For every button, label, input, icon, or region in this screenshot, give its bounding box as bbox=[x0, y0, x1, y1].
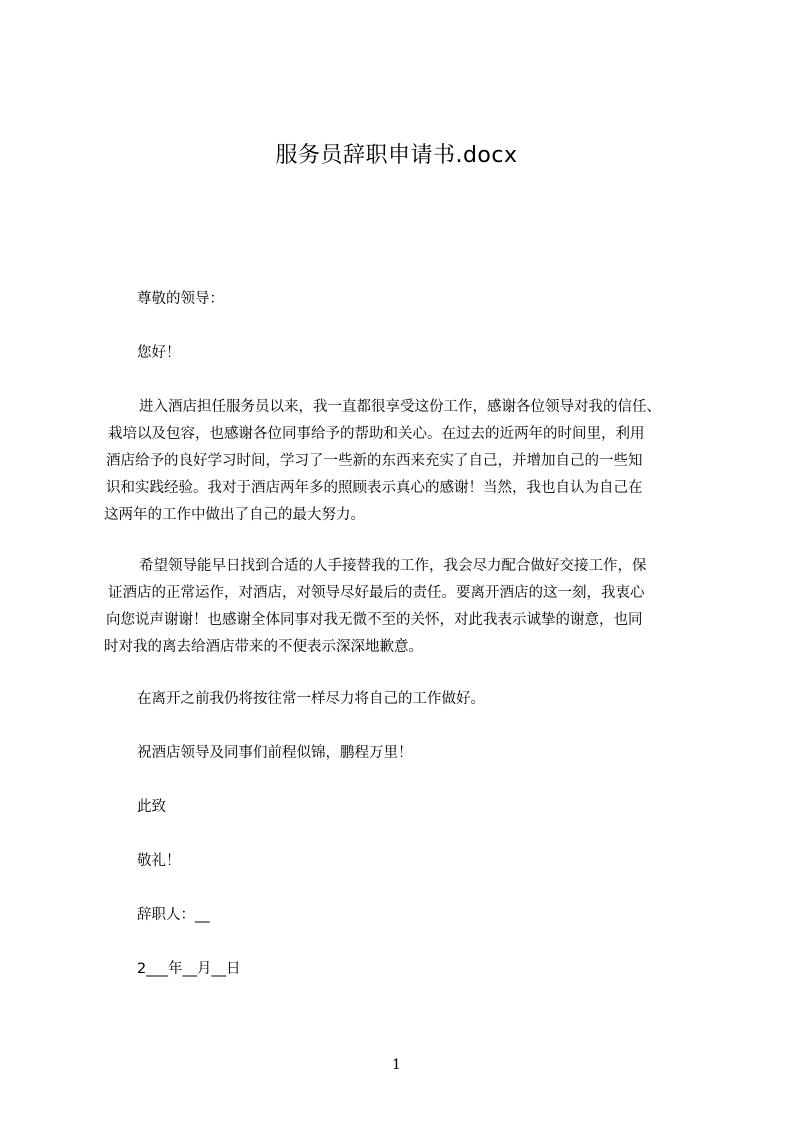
page-number: 1 bbox=[392, 1057, 401, 1073]
signature-line: 辞职人：__ bbox=[137, 907, 210, 923]
date-line: 2___年__月__日 bbox=[137, 961, 241, 977]
paragraph-line: 时对我的离去给酒店带来的不便表示深深地歉意。 bbox=[104, 639, 423, 655]
paragraph-line: 栽培以及包容，也感谢各位同事给予的帮助和关心。在过去的近两年的时间里，利用 bbox=[108, 426, 645, 442]
paragraph-line: 进入酒店担任服务员以来，我一直都很享受这份工作，感谢各位领导对我的信任、 bbox=[139, 399, 661, 415]
paragraph-4: 祝酒店领导及同事们前程似锦，鹏程万里！ bbox=[137, 745, 413, 761]
salutation: 尊敬的领导： bbox=[137, 291, 224, 307]
paragraph-line: 向您说声谢谢！也感谢全体同事对我无微不至的关怀，对此我表示诚挚的谢意，也同 bbox=[106, 612, 643, 628]
paragraph-line: 酒店给予的良好学习时间，学习了一些新的东西来充实了自己，并增加自己的一些知 bbox=[106, 453, 643, 469]
closing-line-1: 此致 bbox=[137, 799, 166, 815]
paragraph-3: 在离开之前我仍将按往常一样尽力将自己的工作做好。 bbox=[137, 691, 485, 707]
document-title: 服务员辞职申请书.docx bbox=[275, 143, 518, 168]
greeting: 您好！ bbox=[137, 345, 181, 361]
closing-line-2: 敬礼！ bbox=[137, 853, 181, 869]
paragraph-line: 识和实践经验。我对于酒店两年多的照顾表示真心的感谢！当然，我也自认为自己在 bbox=[106, 480, 643, 496]
paragraph-line: 希望领导能早日找到合适的人手接替我的工作，我会尽力配合做好交接工作，保 bbox=[139, 558, 647, 574]
paragraph-line: 这两年的工作中做出了自己的最大努力。 bbox=[104, 507, 365, 523]
paragraph-line: 证酒店的正常运作，对酒店，对领导尽好最后的责任。要离开酒店的这一刻，我衷心 bbox=[108, 585, 645, 601]
